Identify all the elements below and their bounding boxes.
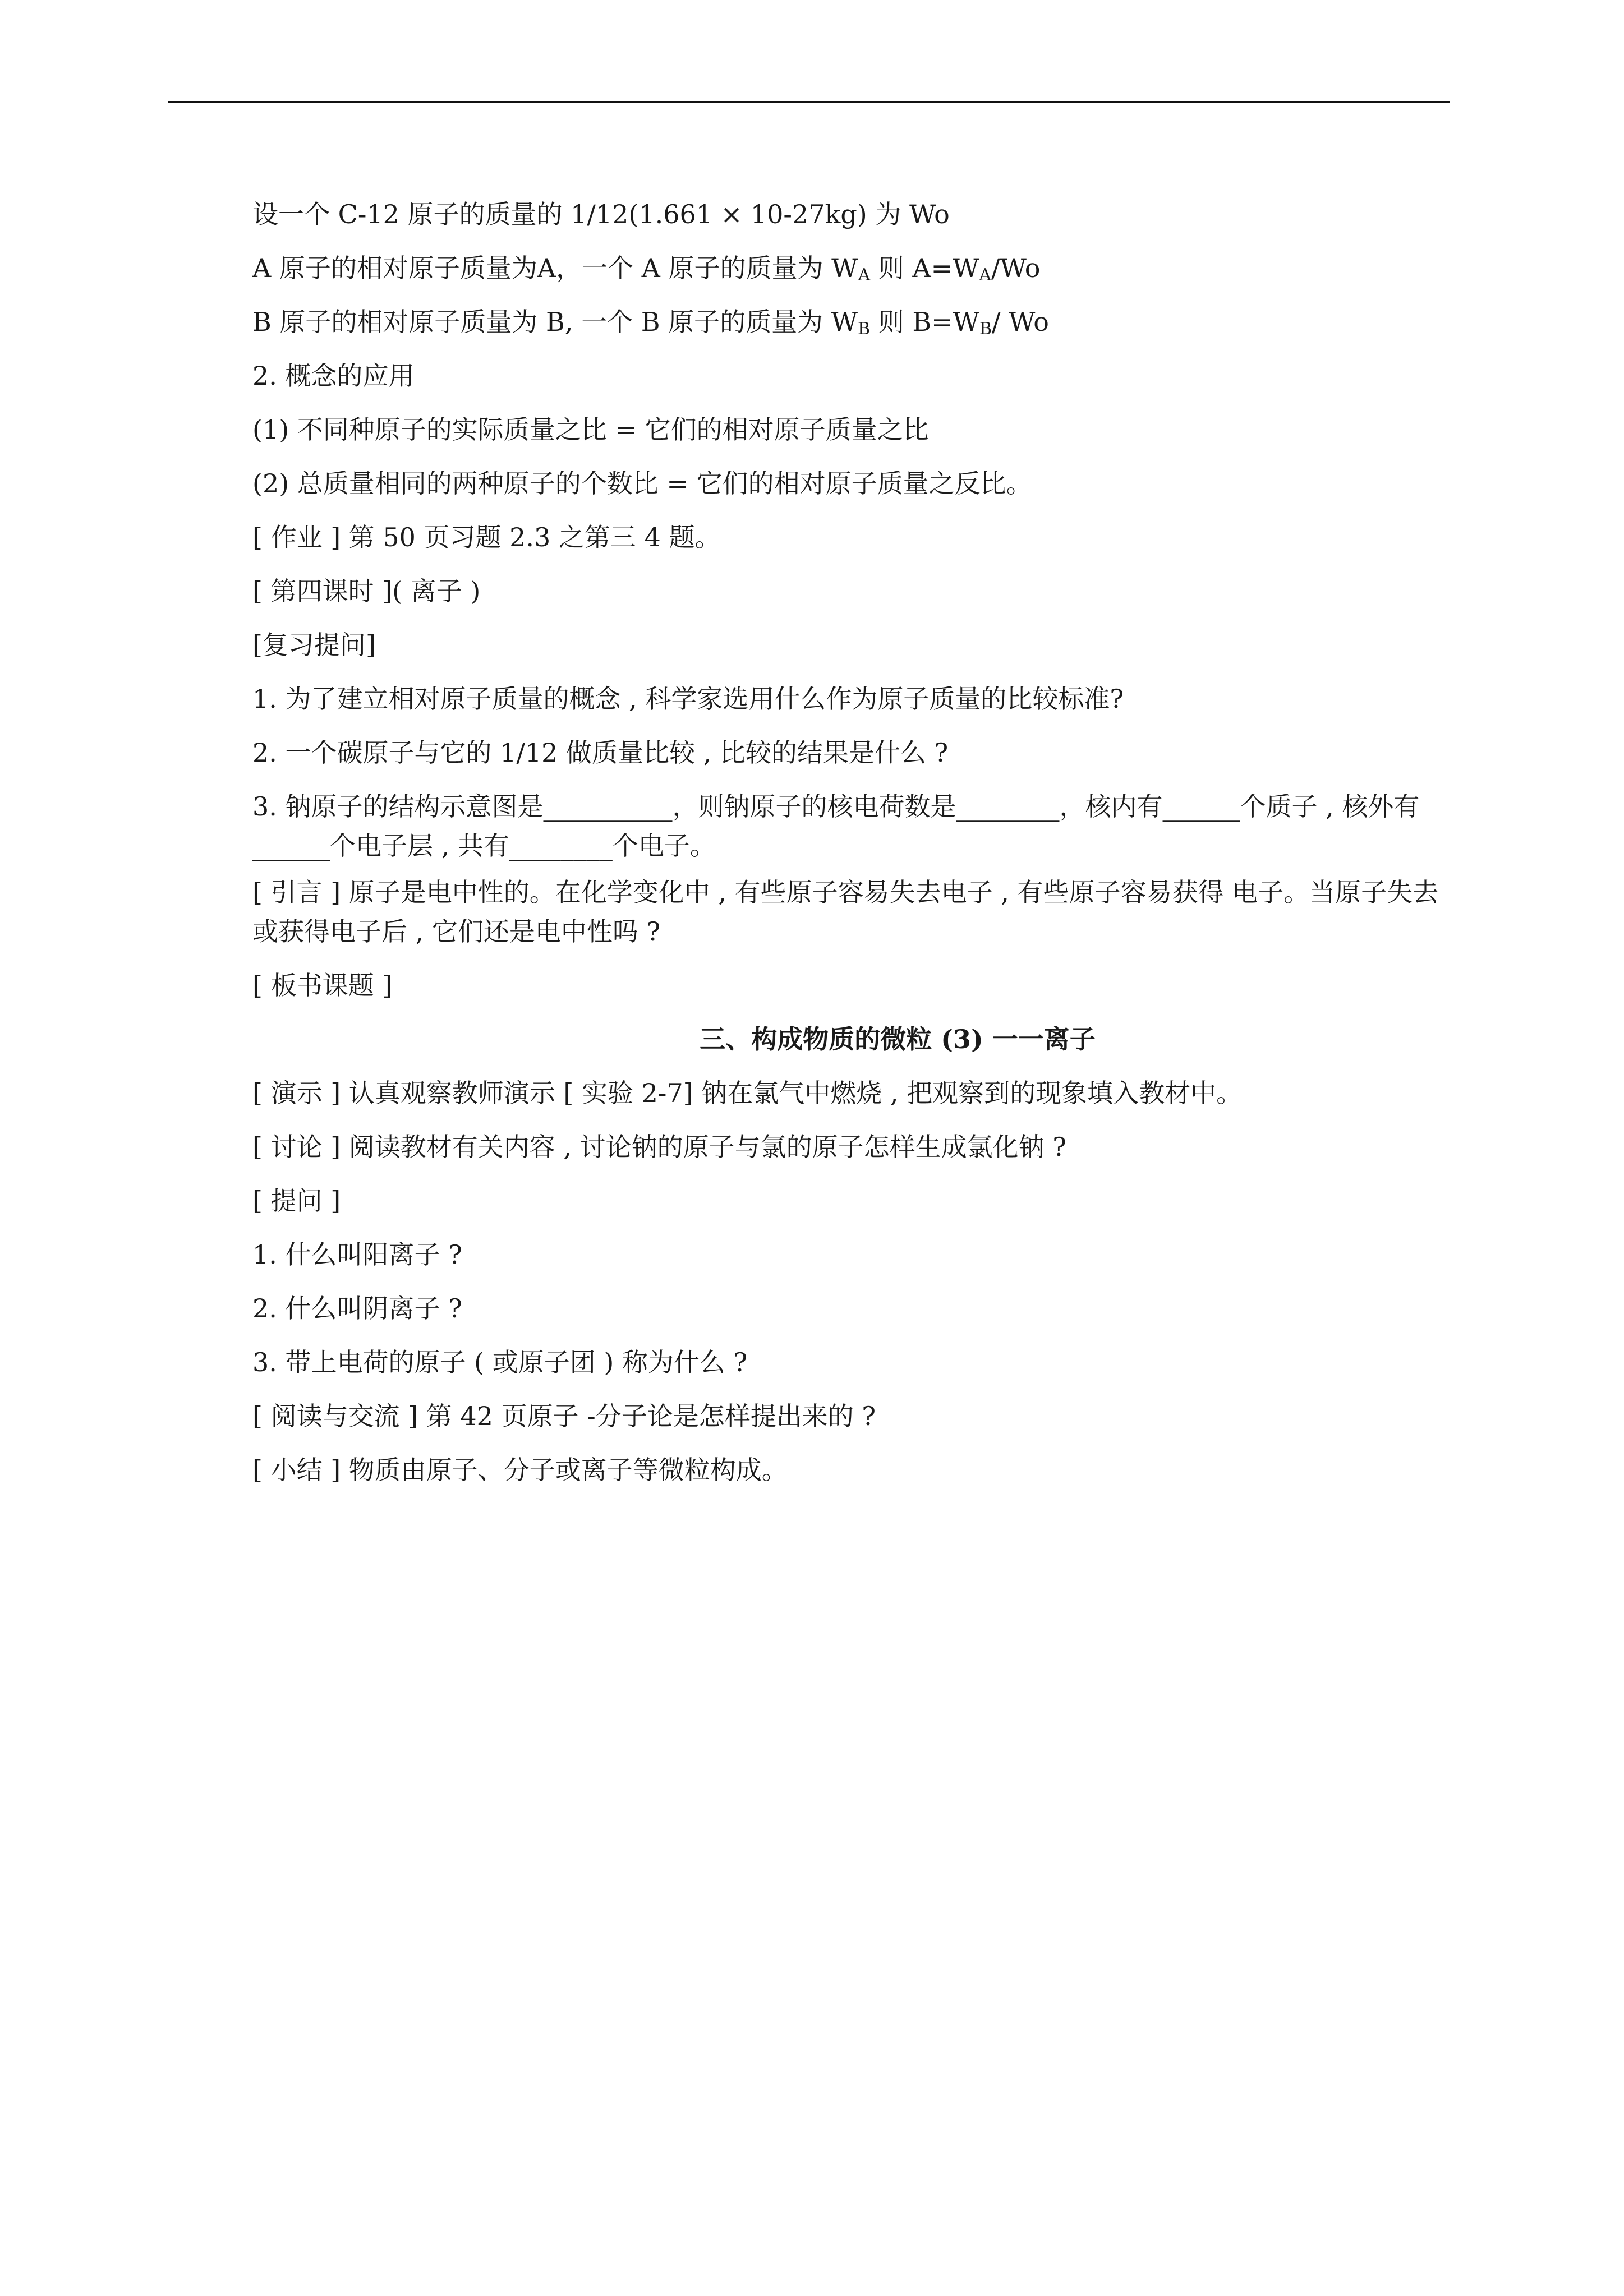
paragraph: [ 板书课题 ]	[252, 970, 393, 1001]
paragraph: 3. 带上电荷的原子 ( 或原子团 ) 称为什么 ?	[252, 1347, 748, 1377]
paragraph: [ 演示 ] 认真观察教师演示 [ 实验 2-7] 钠在氯气中燃烧 , 把观察到的现象填入教材中。	[252, 1078, 1243, 1108]
paragraph: [ 作业 ] 第 50 页习题 2.3 之第三 4 题。	[252, 522, 721, 552]
paragraph: (2) 总质量相同的两种原子的个数比 = 它们的相对原子质量之反比。	[252, 468, 1032, 499]
paragraph: 2. 概念的应用	[252, 361, 415, 391]
paragraph: [复习提问]	[252, 630, 376, 660]
paragraph: 1. 为了建立相对原子质量的概念 , 科学家选用什么作为原子质量的比较标准?	[252, 684, 1124, 714]
paragraph: (1) 不同种原子的实际质量之比 = 它们的相对原子质量之比	[252, 414, 929, 445]
paragraph: [ 引言 ] 原子是电中性的。在化学变化中 , 有些原子容易失去电子 , 有些原子容易获得 电子。当原子失去或获得电子后 , 它们还是电中性吗 ?	[252, 877, 1439, 947]
paragraph: A 原子的相对原子质量为A，一个 A 原子的质量为 $W_A$ 则 $A=W_A/Wo$	[252, 253, 1041, 285]
document-body	[168, 187, 1459, 1497]
paragraph: 3. 钠原子的结构示意图是__________，则钠原子的核电荷数是________，核内有______个质子 , 核外有______个电子层 , 共有________个电子。	[252, 791, 1420, 861]
paragraph: 1. 什么叫阳离子 ?	[252, 1239, 462, 1270]
paragraph: [ 小结 ] 物质由原子、分子或离子等微粒构成。	[252, 1455, 788, 1485]
header-rule	[168, 101, 1450, 103]
paragraph: 2. 什么叫阴离子 ?	[252, 1293, 462, 1324]
paragraph: [ 阅读与交流 ] 第 42 页原子 -分子论是怎样提出来的 ?	[252, 1401, 876, 1431]
paragraph: 设一个 C-12 原子的质量的 1/12(1.661 × 10-27kg) 为 Wo	[252, 199, 950, 229]
paragraph: [ 第四课时 ]( 离子 )	[252, 576, 481, 606]
paragraph: [ 讨论 ] 阅读教材有关内容 , 讨论钠的原子与氯的原子怎样生成氯化钠 ?	[252, 1132, 1066, 1162]
paragraph: [ 提问 ]	[252, 1186, 341, 1216]
paragraph: B 原子的相对原子质量为 B, 一个 B 原子的质量为 $W_B$ 则 $B=W_B/$ Wo	[252, 307, 1049, 339]
section-heading: 三、构成物质的微粒 (3) 一一离子	[700, 1024, 1096, 1054]
paragraph: 2. 一个碳原子与它的 1/12 做质量比较 , 比较的结果是什么 ?	[252, 737, 949, 768]
